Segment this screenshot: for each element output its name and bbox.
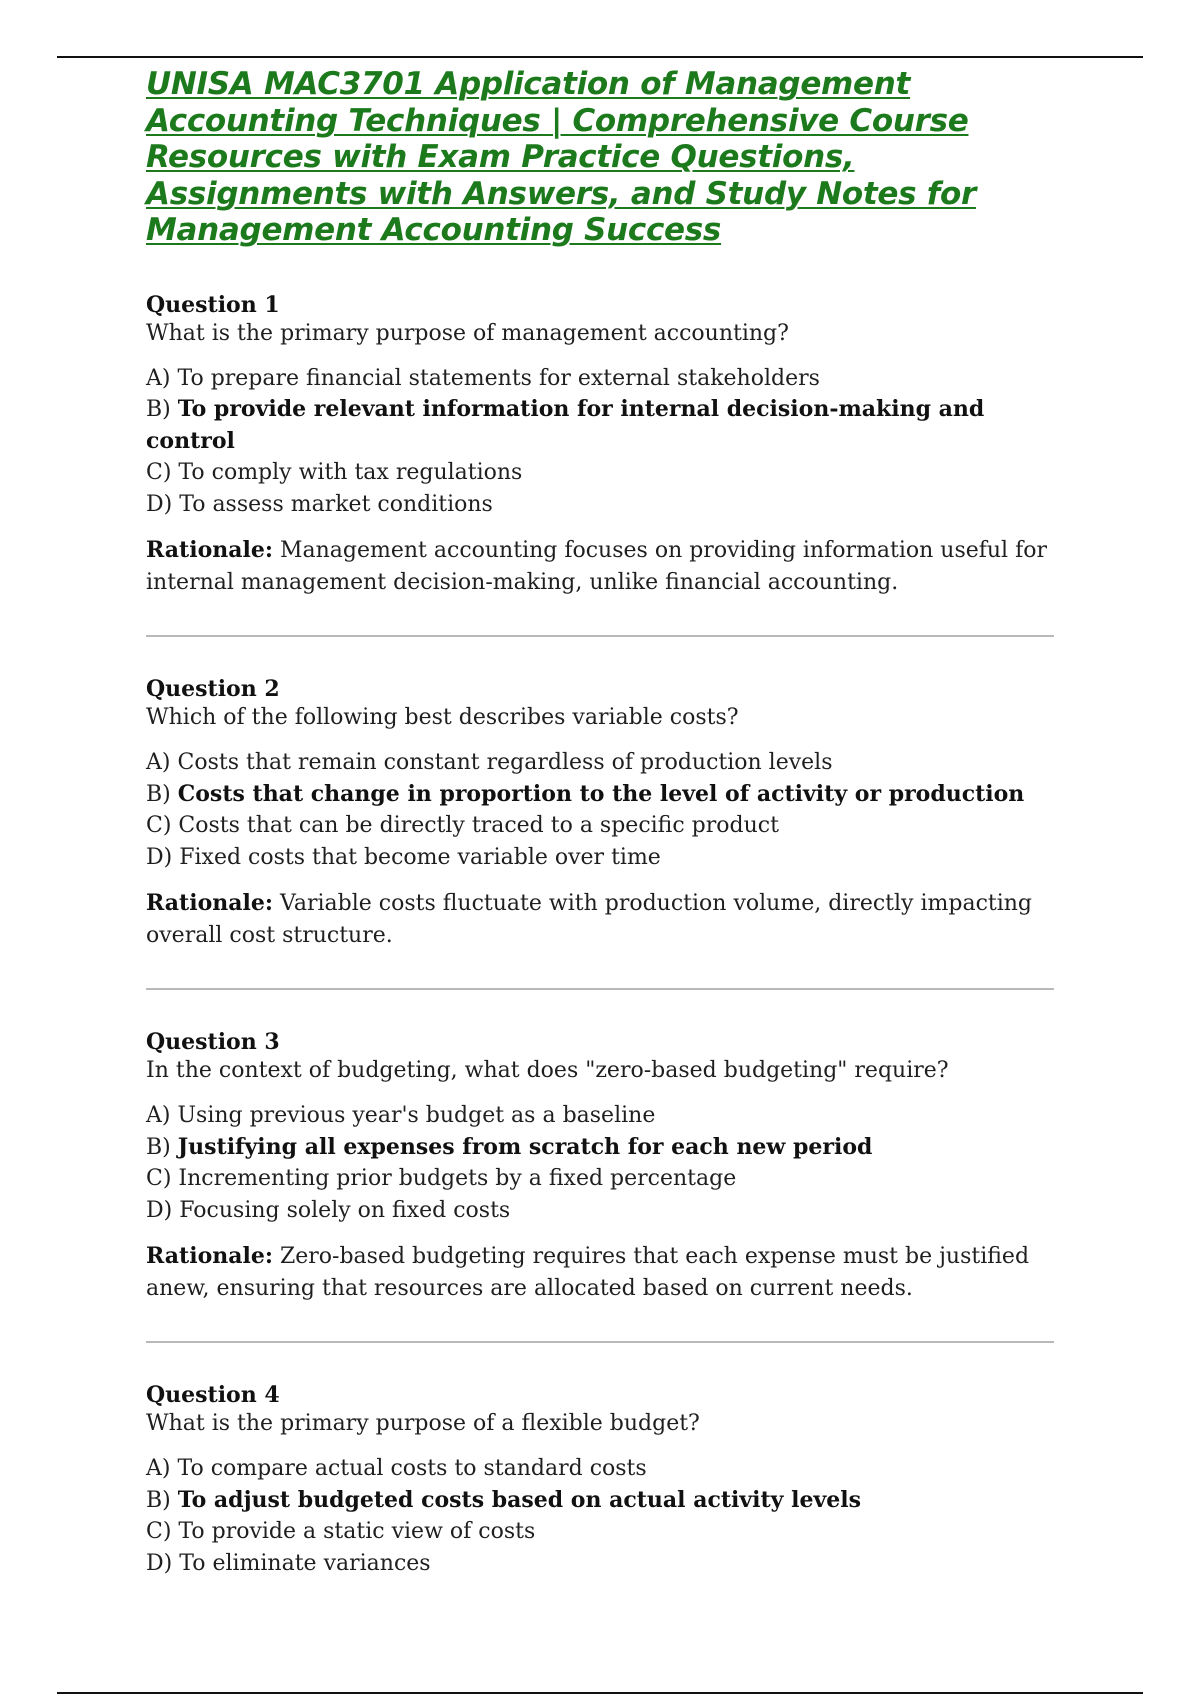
document-title-line: Accounting Techniques | Comprehensive Course [146,102,969,139]
option-text: To assess market conditions [179,491,493,517]
option-text: Incrementing prior budgets by a fixed percentage [178,1166,737,1191]
option-letter: B) [146,1487,171,1513]
option-letter: A) [146,750,171,775]
option-b [146,779,1056,811]
option-b [146,1132,1056,1164]
rationale [146,534,1056,599]
rationale [146,1240,1056,1305]
option-text: To comply with tax regulations [178,460,523,485]
document-title-line: Management Accounting Success [146,212,722,248]
question-heading: Question 4 [146,1382,280,1408]
option-a [146,747,1056,779]
option-text: Using previous year's budget as a baseline [177,1103,656,1128]
option-letter: C) [146,1166,172,1191]
option-text: Fixed costs that become variable over time [179,844,661,870]
question-text: In the context of budgeting, what does "zero-based budgeting" require? [146,1058,949,1083]
question-4 [146,1381,1056,1579]
option-text: To provide a static view of costs [178,1519,536,1544]
correct-answer-text: To adjust budgeted costs based on actual activity levels [177,1486,861,1513]
rationale-text: Management accounting focuses on providing information useful for internal management decision-making, unlike financial accounting. [146,538,1047,595]
option-letter: D) [146,844,173,870]
option-letter: C) [146,460,172,485]
option-text: To eliminate variances [179,1550,431,1576]
document-title-line: Assignments with Answers, and Study Notes for [146,175,976,212]
section-divider [146,1341,1054,1343]
option-d [146,1548,1056,1580]
option-text: Costs that remain constant regardless of production levels [177,750,833,775]
option-c [146,810,1056,842]
question-heading: Question 2 [146,676,280,702]
option-c [146,1163,1056,1195]
rationale-label: Rationale: [146,537,273,563]
option-letter: A) [146,1103,171,1128]
correct-answer-text: Costs that change in proportion to the level of activity or production [177,780,1025,807]
option-d [146,842,1056,874]
option-text: Focusing solely on fixed costs [179,1197,511,1223]
option-letter: B) [146,1134,171,1160]
option-c [146,457,1056,489]
option-b [146,394,1056,457]
question-heading: Question 3 [146,1029,280,1055]
option-letter: B) [146,781,171,807]
top-rule [57,56,1143,58]
question-text: Which of the following best describes variable costs? [146,705,739,730]
correct-answer-text: Justifying all expenses from scratch for each new period [177,1133,873,1160]
question-3 [146,1028,1056,1343]
option-d [146,489,1056,521]
document-title-line: UNISA MAC3701 Application of Management [146,66,911,102]
option-letter: D) [146,1197,173,1223]
option-letter: C) [146,813,172,838]
option-letter: B) [146,397,171,422]
rationale-label: Rationale: [146,1243,273,1269]
question-text: What is the primary purpose of a flexible budget? [146,1411,700,1436]
option-a [146,363,1056,395]
option-text: To prepare financial statements for external stakeholders [177,365,820,391]
option-a [146,1453,1056,1485]
option-a [146,1100,1056,1132]
question-text: What is the primary purpose of management accounting? [146,320,789,346]
question-heading: Question 1 [146,291,280,318]
question-2 [146,675,1056,990]
question-1 [146,291,1056,638]
option-letter: D) [146,1550,173,1576]
document-title [146,66,996,249]
option-b [146,1485,1056,1517]
rationale [146,887,1056,952]
option-letter: D) [146,491,173,517]
document-title-line: Resources with Exam Practice Questions, [146,139,855,175]
option-letter: C) [146,1519,172,1544]
option-c [146,1516,1056,1548]
bottom-rule [57,1692,1143,1694]
option-letter: A) [146,1456,171,1481]
section-divider [146,988,1054,990]
document-body [146,66,1056,1579]
option-text: To compare actual costs to standard costs [177,1456,647,1481]
option-text: Costs that can be directly traced to a specific product [178,813,779,838]
rationale-label: Rationale: [146,890,273,916]
rationale-text: Zero-based budgeting requires that each expense must be justified anew, ensuring that resources are allocated based on current needs. [146,1244,1030,1301]
correct-answer-text: To provide relevant information for internal decision-making and control [146,396,985,454]
section-divider [146,635,1054,637]
option-d [146,1195,1056,1227]
rationale-text: Variable costs fluctuate with production volume, directly impacting overall cost structure. [146,891,1033,948]
option-letter: A) [146,365,171,391]
